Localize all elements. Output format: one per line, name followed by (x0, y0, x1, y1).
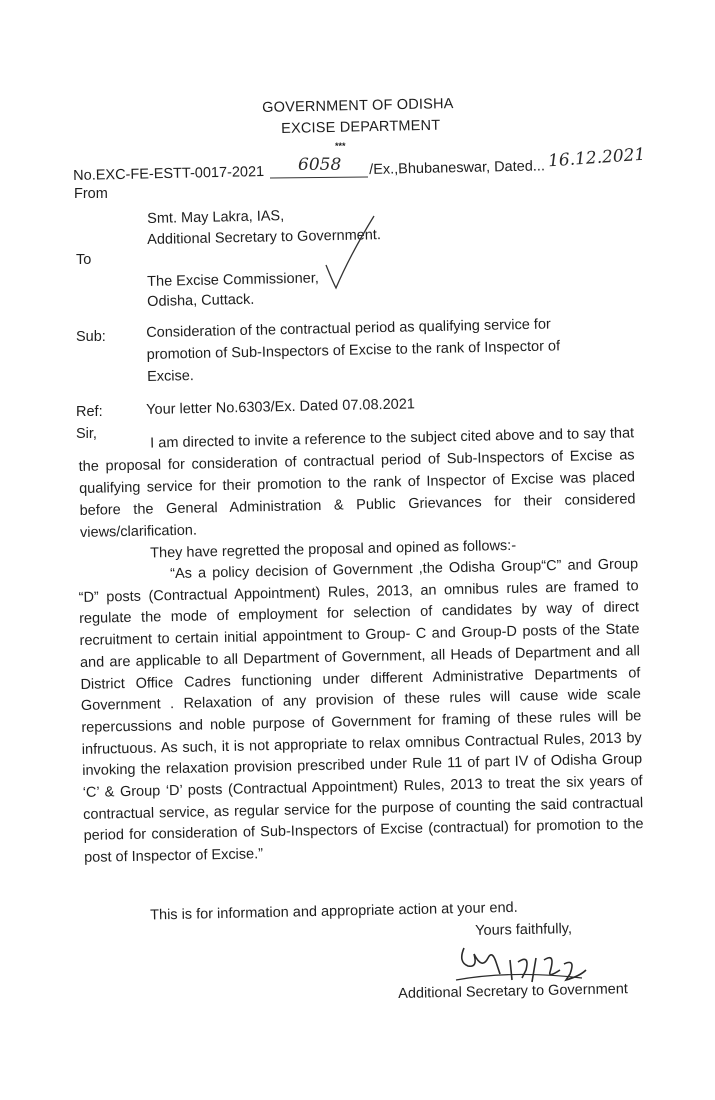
quoted-opinion (78, 554, 644, 870)
closing-designation: Additional Secretary to Government (398, 981, 629, 1002)
from-name: Smt. May Lakra, IAS, (147, 208, 285, 227)
ref-text: Your letter No.6303/Ex. Dated 07.08.2021 (146, 396, 416, 418)
header-stars: *** (335, 141, 346, 151)
paragraph-text: This is for information and appropriate action at your end. (150, 899, 518, 924)
from-designation: Additional Secretary to Government. (147, 227, 382, 248)
file-number: No.EXC-FE-ESTT-0017-2021 (73, 163, 265, 184)
subject-line: Excise. (146, 368, 195, 385)
department-heading: EXCISE DEPARTMENT (281, 117, 441, 137)
subject-label: Sub: (76, 329, 106, 345)
government-heading: GOVERNMENT OF ODISHA (262, 95, 454, 116)
subject-line: promotion of Sub-Inspectors of Excise to the rank of Inspector of (146, 338, 561, 363)
letter-number-underline (270, 176, 370, 180)
subject-text (146, 313, 561, 388)
pen-tick-mark (320, 210, 380, 295)
yours-faithfully: Yours faithfully, (475, 920, 573, 939)
place-dated: /Ex.,Bhubaneswar, Dated... (369, 158, 546, 178)
paragraph-text: I am directed to invite a reference to the subject cited above and to say that the proposal for consideration of contractual period of Sub-Inspectors of Excise as qualifying service for their promotion to the rank of Inspector of Excise was placed before the General Administration & Public Grievances for their considered views/clarification. (78, 425, 636, 541)
salutation: Sir, (76, 426, 97, 442)
date-handwritten: 16.12.2021 (547, 144, 646, 172)
to-addressee: The Excise Commissioner, (147, 270, 319, 290)
to-place: Odisha, Cuttack. (147, 291, 255, 310)
quote-text: “As a policy decision of Government ,the Odisha Group“C” and Group “D” posts (Contractual Appointment) Rules, 2013, an omnibus rules are framed to regulate the mode of employment for selection of candidates by way of direct recruitment to certain initial appointment to Group- C and Group-D posts of the State and are applicable to all Department of Government, all Heads of Department and all District Office Cadres functioning under different Administrative Departments of Government . Relaxation of any provision of these rules will cause wide scale repercussions and noble purpose of Government for framing of these rules will be infructuous. As such, it is not appropriate to relax omnibus Contractual Rules, 2013 by invoking the relaxation provision prescribed under Rule 11 of part IV of Odisha Group ‘C’ & Group ‘D’ posts (Contractual Appointment) Rules, 2013 to treat the six years of contractual service, as regular service for the purpose of counting the said contractual period for consideration of Sub-Inspectors of Excise (contractual) for promotion to the post of Inspector of Excise.” (78, 556, 644, 867)
to-label: To (76, 252, 92, 268)
subject-line: Consideration of the contractual period as qualifying service for (146, 316, 551, 341)
ref-label: Ref: (76, 404, 103, 420)
paragraph-text: They have regretted the proposal and opined as follows:- (150, 537, 517, 562)
from-label: From (74, 186, 108, 202)
letter-number-handwritten: 6058 (298, 155, 342, 175)
body-paragraph-1 (78, 422, 636, 544)
